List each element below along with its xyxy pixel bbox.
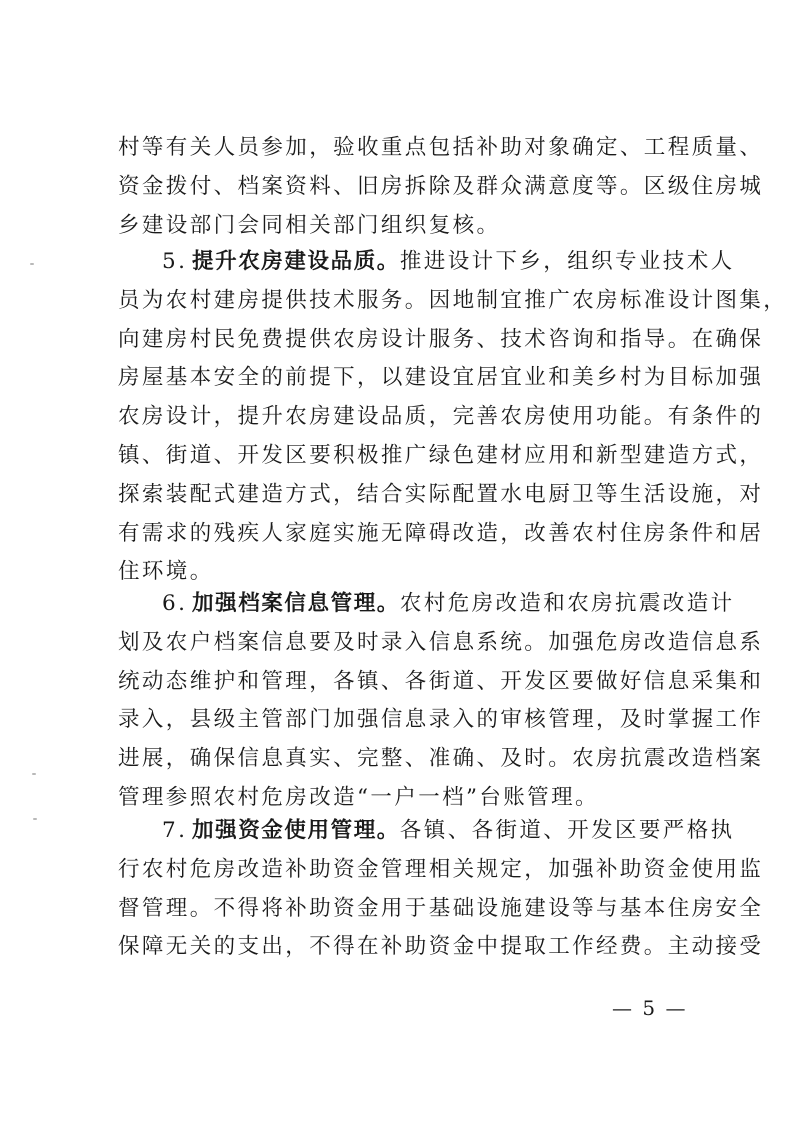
text-line: 录入，县级主管部门加强信息录入的审核管理，及时掌握工作	[118, 707, 764, 733]
text-line: 保障无关的支出，不得在补助资金中提取工作经费。主动接受	[118, 934, 764, 960]
paragraph-section-7	[118, 812, 764, 967]
text-line: 有需求的残疾人家庭实施无障碍改造，改善农村住房条件和居	[118, 520, 764, 546]
section-heading: 加强档案信息管理。	[192, 591, 400, 616]
text-line: 管理参照农村危房改造“一户一档”台账管理。	[118, 784, 599, 810]
text-line: 进展，确保信息真实、完整、准确、及时。农房抗震改造档案	[118, 746, 764, 772]
text-line: 镇、街道、开发区要积极推广绿色建材应用和新型建造方式，	[118, 442, 764, 468]
section-heading-line	[118, 243, 735, 282]
section-number: 7.	[162, 818, 188, 843]
scan-speck	[32, 773, 36, 775]
text-line: 统动态维护和管理，各镇、各街道、开发区要做好信息采集和	[118, 668, 764, 694]
text-line: 探索装配式建造方式，结合实际配置水电厨卫等生活设施，对	[118, 481, 764, 507]
text-line: 房屋基本安全的前提下，以建设宜居宜业和美乡村为目标加强	[118, 365, 764, 391]
text-line: 划及农户档案信息要及时录入信息系统。加强危房改造信息系	[118, 629, 764, 655]
text-line: 农村危房改造和农房抗震改造计	[399, 591, 735, 616]
text-line: 推进设计下乡，组织专业技术人	[399, 249, 735, 274]
text-line: 行农村危房改造补助资金管理相关规定，加强补助资金使用监	[118, 856, 764, 882]
section-heading-line	[118, 812, 735, 851]
text-line: 住环境。	[118, 559, 214, 585]
section-heading-line	[118, 585, 735, 624]
scan-speck	[30, 263, 34, 265]
page-number: — 5 —	[612, 996, 688, 1020]
paragraph-section-5	[118, 243, 788, 592]
section-heading: 提升农房建设品质。	[192, 249, 400, 274]
text-line: 向建房村民免费提供农房设计服务、技术咨询和指导。在确保	[118, 326, 764, 352]
text-line: 资金拨付、档案资料、旧房拆除及群众满意度等。区级住房城	[118, 173, 764, 199]
text-line: 农房设计，提升农房建设品质，完善农房使用功能。有条件的	[118, 404, 764, 430]
paragraph-intro	[118, 129, 764, 245]
text-line: 员为农村建房提供技术服务。因地制宜推广农房标准设计图集，	[118, 287, 788, 313]
text-line: 村等有关人员参加，验收重点包括补助对象确定、工程质量、	[118, 135, 764, 160]
scan-speck	[33, 818, 37, 820]
section-heading: 加强资金使用管理。	[192, 818, 400, 843]
text-line: 乡建设部门会同相关部门组织复核。	[118, 212, 501, 238]
text-line: 各镇、各街道、开发区要严格执	[399, 818, 735, 843]
section-number: 5.	[162, 249, 188, 274]
paragraph-section-6	[118, 585, 764, 818]
section-number: 6.	[162, 591, 188, 616]
text-line: 督管理。不得将补助资金用于基础设施建设等与基本住房安全	[118, 895, 764, 921]
